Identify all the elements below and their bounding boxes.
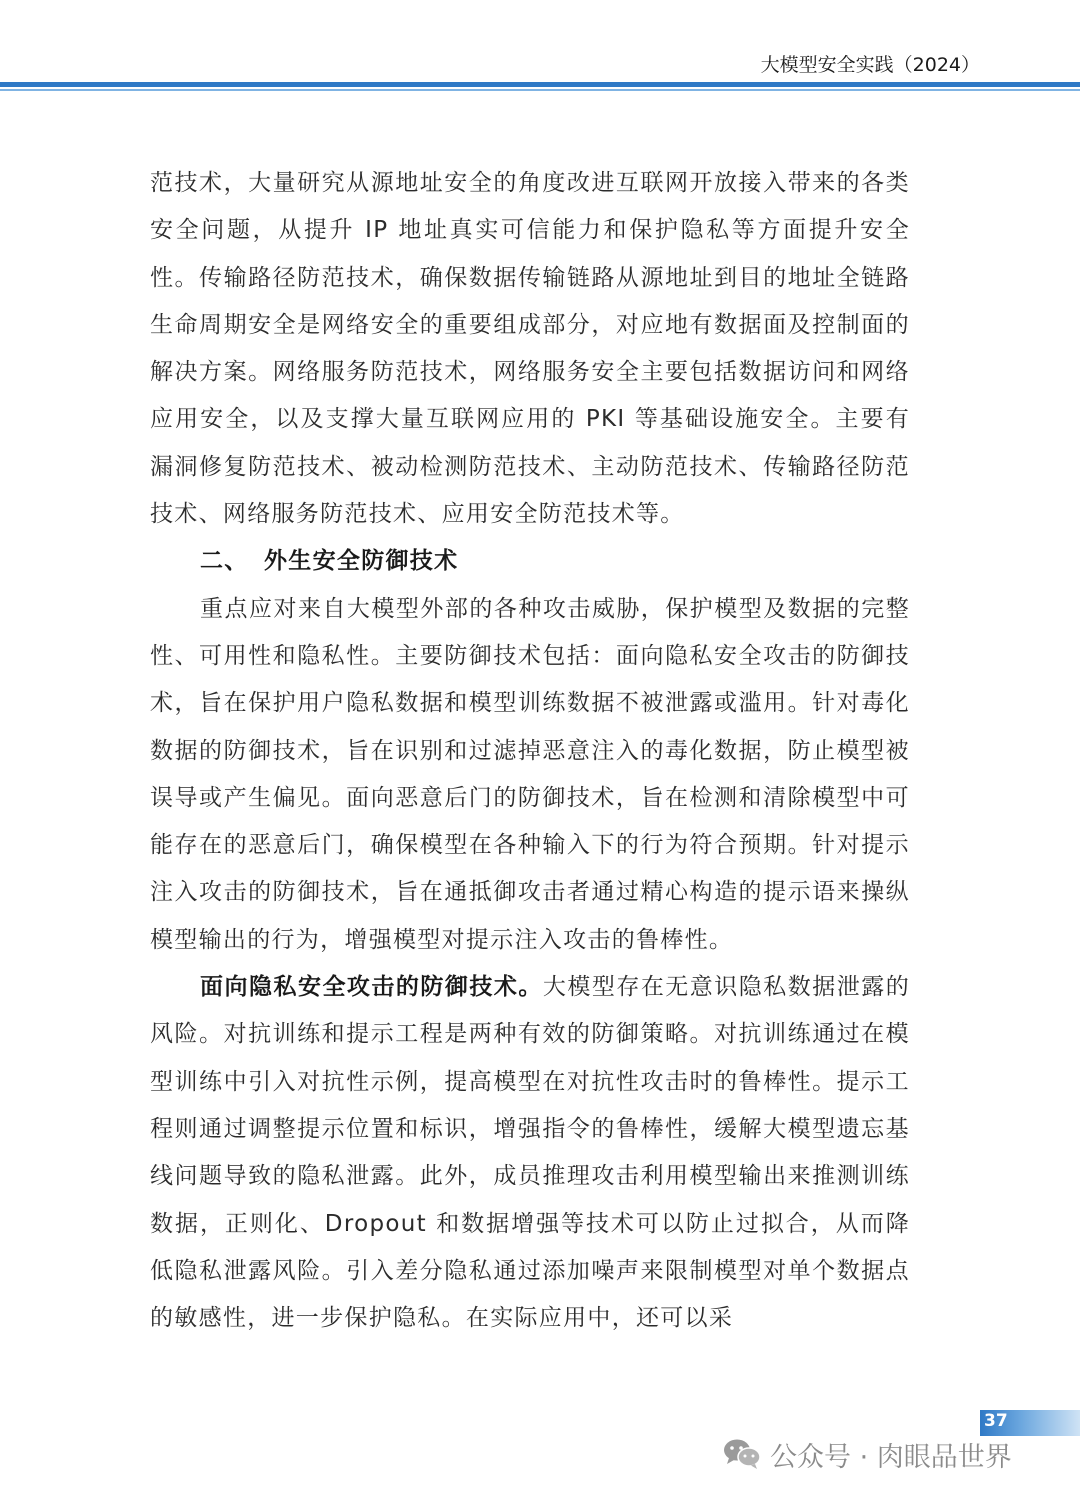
- page-header: [0, 0, 1080, 96]
- section-heading: [150, 538, 910, 585]
- watermark-text: 公众号 · 肉眼品世界: [770, 1441, 1012, 1473]
- paragraph-1: 范技术，大量研究从源地址安全的角度改进互联网开放接入带来的各类安全问题，从提升 IP 地址真实可信能力和保护隐私等方面提升安全性。传输路径防范技术，确保数据传输链路从源地址到目的地址全链路生命周期安全是网络安全的重要组成部分，对应地有数据面及控制面的解决方案。网络服务防范技术，网络服务安全主要包括数据访问和网络应用安全，以及支撑大量互联网应用的 PKI 等基础设施安全。主要有漏洞修复防范技术、被动检测防范技术、主动防范技术、传输路径防范技术、网络服务防范技术、应用安全防范技术等。: [150, 170, 910, 528]
- watermark: [722, 1436, 1012, 1472]
- paragraph-3-body: 大模型存在无意识隐私数据泄露的风险。对抗训练和提示工程是两种有效的防御策略。对抗训练通过在模型训练中引入对抗性示例，提高模型在对抗性攻击时的鲁棒性。提示工程则通过调整提示位置和标识，增强指令的鲁棒性，缓解大模型遗忘基线问题导致的隐私泄露。此外，成员推理攻击利用模型输出来推测训练数据，正则化、Dropout 和数据增强等技术可以防止过拟合，从而降低隐私泄露风险。引入差分隐私通过添加噪声来限制模型对单个数据点的敏感性，进一步保护隐私。在实际应用中，还可以采: [150, 974, 911, 1332]
- section-number: 二、: [200, 548, 249, 575]
- header-rule-light: [0, 89, 1080, 91]
- header-rule: [0, 82, 1080, 87]
- paragraph-2: 重点应对来自大模型外部的各种攻击威胁，保护模型及数据的完整性、可用性和隐私性。主要防御技术包括：面向隐私安全攻击的防御技术，旨在保护用户隐私数据和模型训练数据不被泄露或滥用。针对毒化数据的防御技术，旨在识别和过滤掉恶意注入的毒化数据，防止模型被误导或产生偏见。面向恶意后门的防御技术，旨在检测和清除模型中可能存在的恶意后门，确保模型在各种输入下的行为符合预期。针对提示注入攻击的防御技术，旨在通抵御攻击者通过精心构造的提示语来操纵模型输出的行为，增强模型对提示注入攻击的鲁棒性。: [150, 595, 910, 953]
- paragraph-3-lead: 面向隐私安全攻击的防御技术。: [200, 974, 543, 1001]
- page-number: 37: [984, 1411, 1008, 1431]
- body-text: [150, 160, 910, 1342]
- section-title: 外生安全防御技术: [264, 548, 459, 575]
- wechat-icon: [722, 1437, 762, 1471]
- paragraph-3: [150, 964, 910, 1342]
- document-title: 大模型安全实践（2024）: [760, 54, 980, 76]
